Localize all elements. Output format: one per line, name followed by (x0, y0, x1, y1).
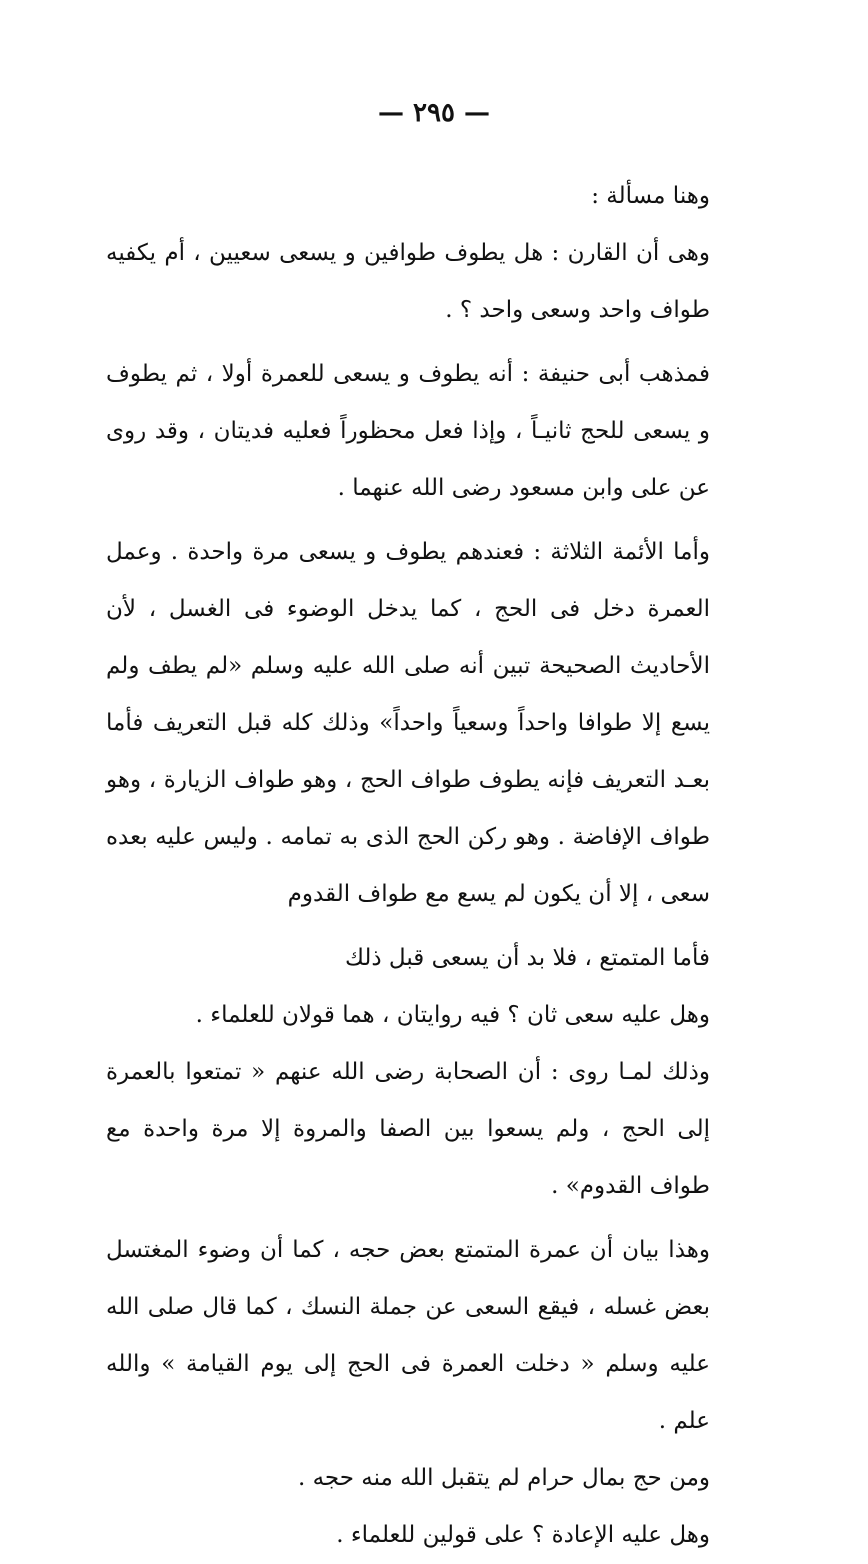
paragraph-3: فمذهب أبى حنيفة : أنه يطوف و يسعى للعمرة أولا ، ثم يطوف و يسعى للحج ثانيـاً ، وإذا فعل محظوراً فعليه فديتان ، وقد روى عن على وابن مسعود رضى الله عنهما . (106, 361, 710, 501)
paragraph-1: وهنا مسألة : (591, 183, 710, 209)
page-body (106, 168, 756, 1564)
paragraph-9: ومن حج بمال حرام لم يتقبل الله منه حجه . (297, 1465, 710, 1491)
paragraph-6: وهل عليه سعى ثان ؟ فيه روايتان ، هما قولان للعلماء . (195, 1002, 710, 1028)
page-number: — ٢٩٥ — (377, 98, 491, 128)
paragraph-2: وهى أن القارن : هل يطوف طوافين و يسعى سعيين ، أم يكفيه طواف واحد وسعى واحد ؟ . (106, 240, 710, 323)
paragraph-7: وذلك لمـا روى : أن الصحابة رضى الله عنهم « تمتعوا بالعمرة إلى الحج ، ولم يسعوا بين الصفا والمروة إلا مرة واحدة مع طواف القدوم» . (106, 1059, 710, 1199)
paragraph-8: وهذا بيان أن عمرة المتمتع بعض حجه ، كما أن وضوء المغتسل بعض غسله ، فيقع السعى عن جملة النسك ، كما قال صلى الله عليه وسلم « دخلت العمرة فى الحج إلى يوم القيامة » والله علم . (106, 1237, 710, 1434)
paragraph-5: فأما المتمتع ، فلا بد أن يسعى قبل ذلك (344, 945, 710, 971)
paragraph-4: وأما الأئمة الثلاثة : فعندهم يطوف و يسعى مرة واحدة . وعمل العمرة دخل فى الحج ، كما يدخل الوضوء فى الغسل ، لأن الأحاديث الصحيحة تبين أنه صلى الله عليه وسلم «لم يطف ولم يسع إلا طوافا واحداً وسعياً واحداً» وذلك كله قبل التعريف فأما بعـد التعريف فإنه يطوف طواف الحج ، وهو طواف الزيارة ، وهو طواف الإفاضة . وهو ركن الحج الذى به تمامه . وليس عليه بعده سعى ، إلا أن يكون لم يسع مع طواف القدوم (106, 539, 710, 907)
paragraph-10: وهل عليه الإعادة ؟ على قولين للعلماء . (336, 1522, 710, 1548)
